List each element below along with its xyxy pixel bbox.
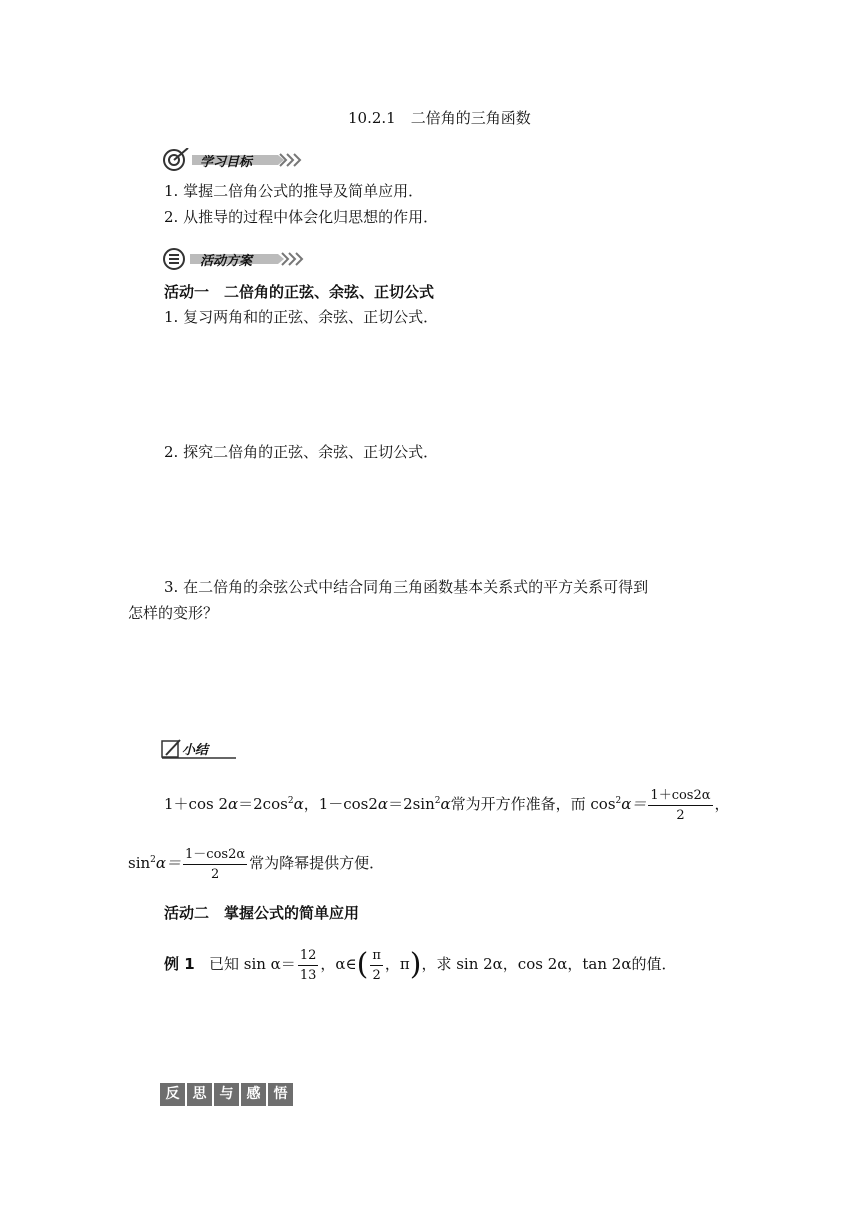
fraction: $\frac{12}{13}$ bbox=[299, 947, 317, 983]
reflection-char: 反 bbox=[160, 1083, 185, 1106]
example-1: 例 1 已知 sin α＝ $\frac{12}{13}$ ，α∈( $\frac{\pi}{2}$ ，π)，求 sin 2α，cos 2α，tan 2α的值． bbox=[164, 947, 677, 983]
activity2-heading: 活动二 掌握公式的简单应用 bbox=[164, 904, 360, 922]
right-paren: ) bbox=[409, 947, 422, 982]
question-1: 1. 复习两角和的正弦、余弦、正切公式． bbox=[164, 308, 439, 326]
summary-line-1: 1＋cos $2\alpha=2\cos^2\alpha$，$1-\cos 2\alpha=2\sin^2\alpha$常为开方作准备，而 $\cos^2\alpha=$ $\frac{1+\cos 2\alpha}{2}$ ， bbox=[164, 787, 730, 823]
goals-banner-label: 学习目标 bbox=[200, 155, 253, 170]
fraction: $\frac{\pi}{2}$ bbox=[372, 947, 381, 983]
fraction: $\frac{1-\cos 2\alpha}{2}$ bbox=[185, 846, 246, 882]
goal-item: 1. 掌握二倍角公式的推导及简单应用． bbox=[164, 182, 424, 200]
summary-banner-label: 小结 bbox=[182, 743, 209, 758]
activity1-heading: 活动一 二倍角的正弦、余弦、正切公式 bbox=[164, 283, 435, 301]
left-paren: ( bbox=[356, 947, 369, 982]
page-title: 10.2.1 二倍角的三角函数 bbox=[348, 109, 531, 127]
summary-line-2: $\sin^2\alpha=$ $\frac{1-\cos 2\alpha}{2}$ 常为降幂提供方便． bbox=[128, 846, 385, 882]
goal-item: 2. 从推导的过程中体会化归思想的作用． bbox=[164, 208, 439, 226]
reflection-char: 悟 bbox=[268, 1083, 293, 1106]
question-2: 2. 探究二倍角的正弦、余弦、正切公式． bbox=[164, 443, 439, 461]
fraction: $\frac{1+\cos 2\alpha}{2}$ bbox=[650, 787, 711, 823]
plan-banner bbox=[160, 247, 320, 269]
reflection-char: 与 bbox=[214, 1083, 239, 1106]
summary-banner bbox=[160, 737, 240, 759]
question-3-cont: 怎样的变形？ bbox=[128, 604, 219, 622]
plan-banner-label: 活动方案 bbox=[200, 254, 253, 269]
reflection-char: 思 bbox=[187, 1083, 212, 1106]
question-3: 3. 在二倍角的余弦公式中结合同角三角函数基本关系式的平方关系可得到 bbox=[164, 578, 649, 596]
reflection-char: 感 bbox=[241, 1083, 266, 1106]
reflection-banner bbox=[160, 1083, 293, 1106]
example-label: 例 1 bbox=[164, 955, 195, 973]
goals-banner bbox=[160, 148, 320, 170]
